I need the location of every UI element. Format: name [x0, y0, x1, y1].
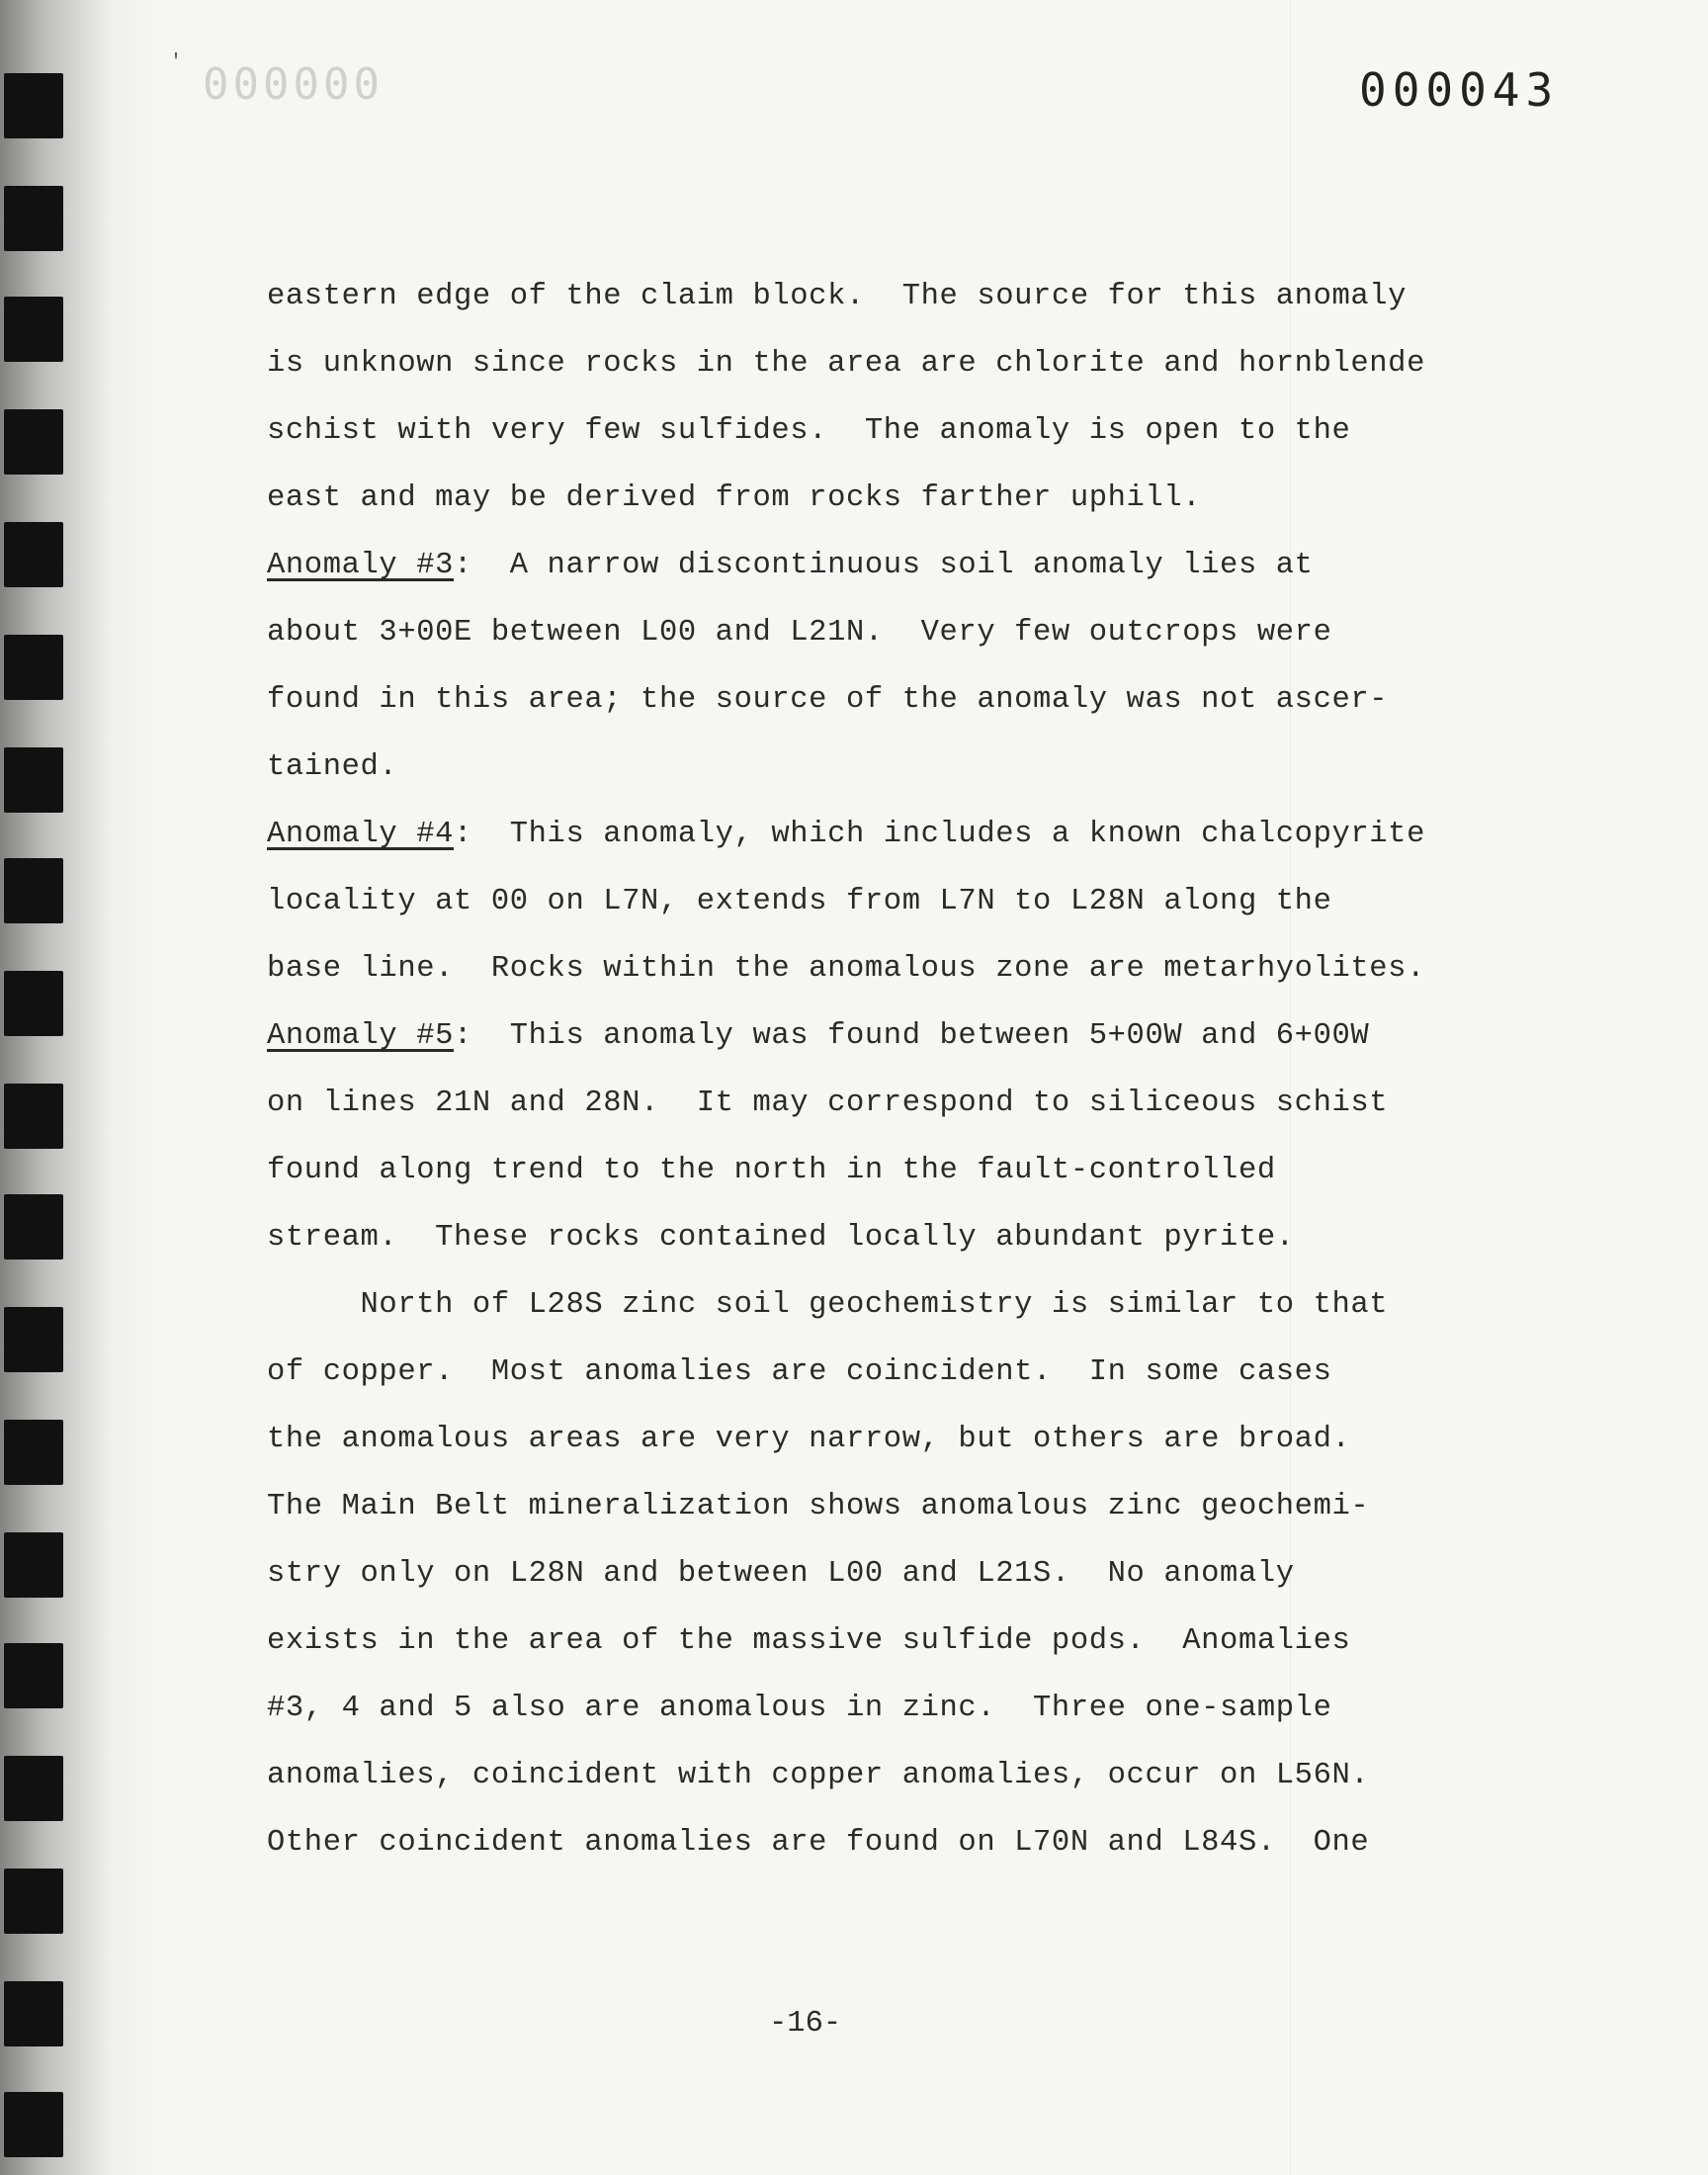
binding-hole	[4, 1420, 63, 1485]
text-segment: #3, 4 and 5 also are anomalous in zinc. Three one-sample	[267, 1692, 1332, 1725]
text-segment: : This anomaly, which includes a known chalcopyrite	[454, 818, 1425, 851]
text-segment: of copper. Most anomalies are coincident. In some cases	[267, 1355, 1332, 1389]
ghost-stamp: 000000	[203, 59, 384, 110]
anomaly-heading: Anomaly #3	[267, 549, 455, 582]
binding-hole	[4, 747, 63, 813]
text-segment: eastern edge of the claim block. The source for this anomaly	[267, 280, 1408, 313]
text-line	[267, 532, 1552, 599]
text-line	[267, 1608, 1552, 1675]
binding-hole	[4, 522, 63, 587]
text-segment: North of L28S zinc soil geochemistry is similar to that	[267, 1288, 1389, 1322]
text-line	[267, 734, 1552, 801]
text-segment: on lines 21N and 28N. It may correspond to siliceous schist	[267, 1087, 1389, 1120]
text-line	[267, 935, 1552, 1002]
text-segment: locality at 00 on L7N, extends from L7N to L28N along the	[267, 885, 1332, 918]
text-line	[267, 1271, 1552, 1339]
binding-hole	[4, 409, 63, 475]
text-line	[267, 1742, 1552, 1809]
body-text	[267, 263, 1552, 1876]
text-segment: schist with very few sulfides. The anomaly is open to the	[267, 414, 1351, 448]
text-segment: the anomalous areas are very narrow, but others are broad.	[267, 1423, 1351, 1456]
text-segment: The Main Belt mineralization shows anomalous zinc geochemi-	[267, 1490, 1370, 1523]
binding-edge	[0, 0, 109, 2175]
binding-hole	[4, 297, 63, 362]
binding-hole	[4, 635, 63, 700]
text-line	[267, 465, 1552, 532]
text-segment: : This anomaly was found between 5+00W and 6+00W	[454, 1019, 1370, 1053]
document-number: 000043	[1359, 63, 1560, 117]
binding-hole	[4, 1194, 63, 1260]
text-segment: east and may be derived from rocks farther uphill.	[267, 481, 1202, 515]
text-segment: Other coincident anomalies are found on L70N and L84S. One	[267, 1826, 1370, 1860]
binding-hole	[4, 73, 63, 138]
text-segment: : A narrow discontinuous soil anomaly lies at	[454, 549, 1314, 582]
text-line	[267, 599, 1552, 666]
text-segment: anomalies, coincident with copper anomalies, occur on L56N.	[267, 1759, 1370, 1792]
page-number: -16-	[769, 2007, 842, 2041]
text-line	[267, 1137, 1552, 1204]
text-line	[267, 1809, 1552, 1876]
text-line	[267, 1473, 1552, 1540]
text-line	[267, 801, 1552, 868]
binding-hole	[4, 1532, 63, 1598]
text-line	[267, 868, 1552, 935]
text-segment: stream. These rocks contained locally abundant pyrite.	[267, 1221, 1295, 1255]
text-line	[267, 263, 1552, 330]
text-line	[267, 1002, 1552, 1070]
binding-hole	[4, 1643, 63, 1708]
anomaly-heading: Anomaly #4	[267, 818, 455, 851]
binding-hole	[4, 1981, 63, 2046]
text-segment: exists in the area of the massive sulfide pods. Anomalies	[267, 1624, 1351, 1658]
binding-hole	[4, 1756, 63, 1821]
binding-hole	[4, 186, 63, 251]
binding-hole	[4, 1869, 63, 1934]
text-line	[267, 397, 1552, 465]
stray-mark: '	[170, 51, 183, 74]
anomaly-heading: Anomaly #5	[267, 1019, 455, 1053]
text-line	[267, 666, 1552, 734]
text-segment: about 3+00E between L00 and L21N. Very few outcrops were	[267, 616, 1332, 650]
binding-hole	[4, 858, 63, 923]
binding-hole	[4, 971, 63, 1036]
text-line	[267, 1406, 1552, 1473]
text-segment: base line. Rocks within the anomalous zone are metarhyolites.	[267, 952, 1425, 986]
binding-hole	[4, 2092, 63, 2157]
text-line	[267, 1070, 1552, 1137]
text-line	[267, 1675, 1552, 1742]
text-line	[267, 330, 1552, 397]
text-segment: stry only on L28N and between L00 and L21S. No anomaly	[267, 1557, 1295, 1591]
binding-hole	[4, 1084, 63, 1149]
text-line	[267, 1540, 1552, 1608]
text-line	[267, 1339, 1552, 1406]
text-segment: found in this area; the source of the anomaly was not ascer-	[267, 683, 1389, 717]
binding-hole	[4, 1307, 63, 1372]
text-segment: found along trend to the north in the fault-controlled	[267, 1154, 1276, 1187]
text-line	[267, 1204, 1552, 1271]
text-segment: tained.	[267, 750, 398, 784]
text-segment: is unknown since rocks in the area are chlorite and hornblende	[267, 347, 1425, 381]
